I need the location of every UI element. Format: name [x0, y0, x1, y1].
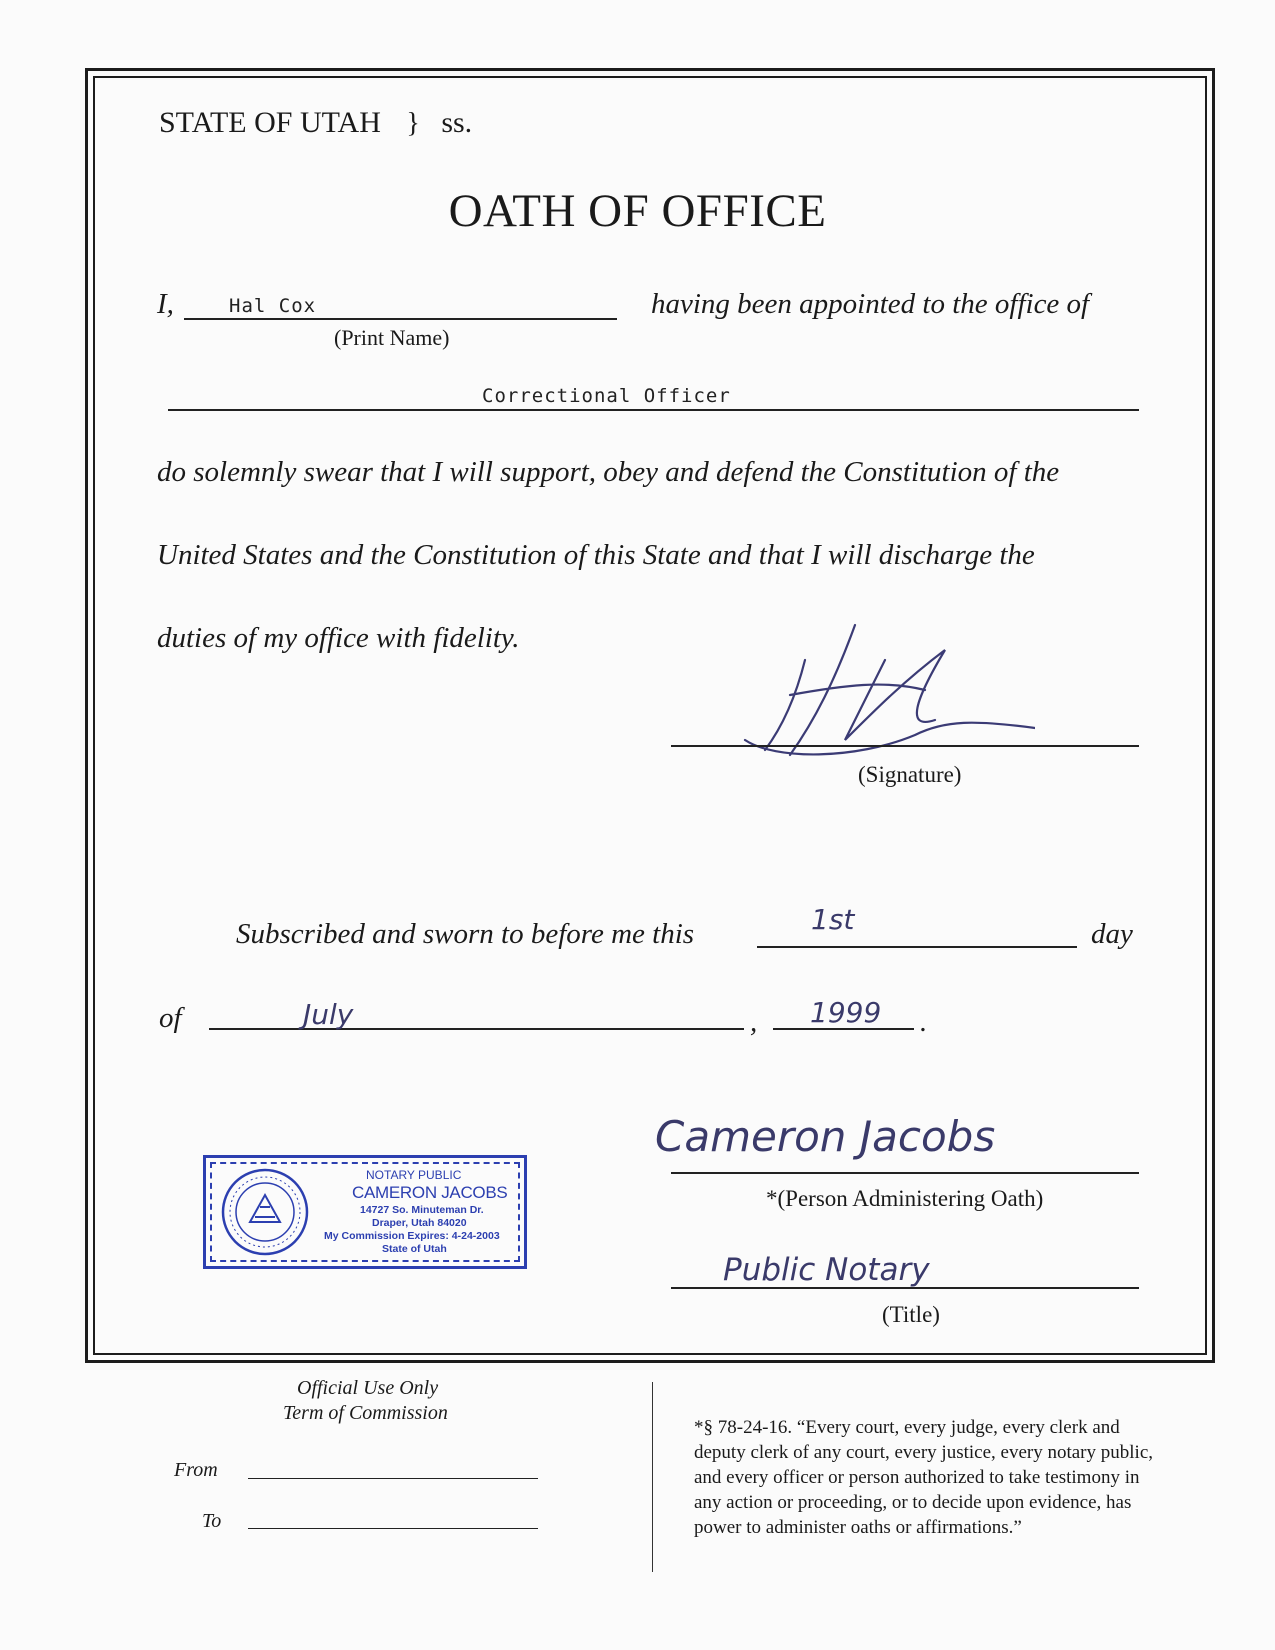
oath-line-3: duties of my office with fidelity. — [157, 622, 520, 654]
official-use-heading: Official Use Only — [297, 1377, 439, 1399]
ss-label: ss. — [441, 106, 473, 139]
office-line — [168, 409, 1139, 411]
stamp-line-1: NOTARY PUBLIC — [366, 1168, 462, 1182]
year-value: 1999 — [810, 996, 882, 1029]
print-name-value: Hal Cox — [229, 295, 317, 317]
state-name: STATE OF UTAH — [159, 106, 381, 139]
state-seal-icon — [220, 1167, 310, 1257]
period: . — [920, 1006, 928, 1038]
of-label: of — [159, 1002, 182, 1034]
subscribed-text: Subscribed and sworn to before me this — [236, 918, 695, 950]
to-line — [248, 1528, 538, 1529]
notary-stamp — [203, 1155, 527, 1269]
signature-caption: (Signature) — [858, 762, 962, 787]
title-value: Public Notary — [723, 1252, 930, 1288]
stamp-line-2: CAMERON JACOBS — [352, 1183, 508, 1202]
signature-line — [671, 745, 1139, 747]
comma: , — [750, 1006, 758, 1038]
vertical-divider — [652, 1382, 653, 1572]
stamp-line-5: My Commission Expires: 4-24-2003 — [324, 1230, 500, 1242]
page-title: OATH OF OFFICE — [448, 185, 827, 237]
appointed-text: having been appointed to the office of — [651, 288, 1090, 320]
stamp-line-3: 14727 So. Minuteman Dr. — [360, 1204, 484, 1216]
to-label: To — [202, 1510, 222, 1532]
signature-scribble — [735, 620, 1035, 765]
footnote-line-5: power to administer oaths or affirmations.” — [694, 1517, 1022, 1538]
term-of-commission-heading: Term of Commission — [283, 1402, 448, 1424]
title-line — [671, 1287, 1139, 1289]
footnote-line-1: *§ 78-24-16. “Every court, every judge, every clerk and — [694, 1417, 1120, 1438]
day-line — [757, 946, 1077, 948]
day-label: day — [1091, 918, 1133, 950]
state-header — [159, 106, 472, 140]
stamp-line-6: State of Utah — [382, 1243, 447, 1255]
footnote-line-4: any action or proceeding, or to decide upon evidence, has — [694, 1492, 1132, 1513]
print-name-caption: (Print Name) — [334, 325, 450, 350]
from-line — [248, 1478, 538, 1479]
stamp-line-4: Draper, Utah 84020 — [372, 1217, 467, 1229]
month-line — [209, 1028, 744, 1030]
oath-line-1: do solemnly swear that I will support, obey and defend the Constitution of the — [157, 456, 1060, 488]
footnote — [694, 1415, 1153, 1540]
month-value: July — [303, 998, 354, 1031]
footnote-line-3: and every officer or person authorized to take testimony in — [694, 1467, 1140, 1488]
footnote-line-2: deputy clerk of any court, every justice, every notary public, — [694, 1442, 1153, 1463]
administering-line — [671, 1172, 1139, 1174]
day-value: 1st — [811, 903, 855, 936]
administering-caption: *(Person Administering Oath) — [766, 1186, 1044, 1211]
office-value: Correctional Officer — [482, 385, 731, 407]
oath-line-2: United States and the Constitution of this State and that I will discharge the — [157, 539, 1035, 571]
i-label: I, — [157, 288, 174, 320]
name-line — [184, 318, 617, 320]
brace: } — [406, 108, 420, 139]
from-label: From — [174, 1459, 218, 1481]
title-caption: (Title) — [882, 1302, 940, 1327]
administering-signature: Cameron Jacobs — [655, 1112, 996, 1161]
